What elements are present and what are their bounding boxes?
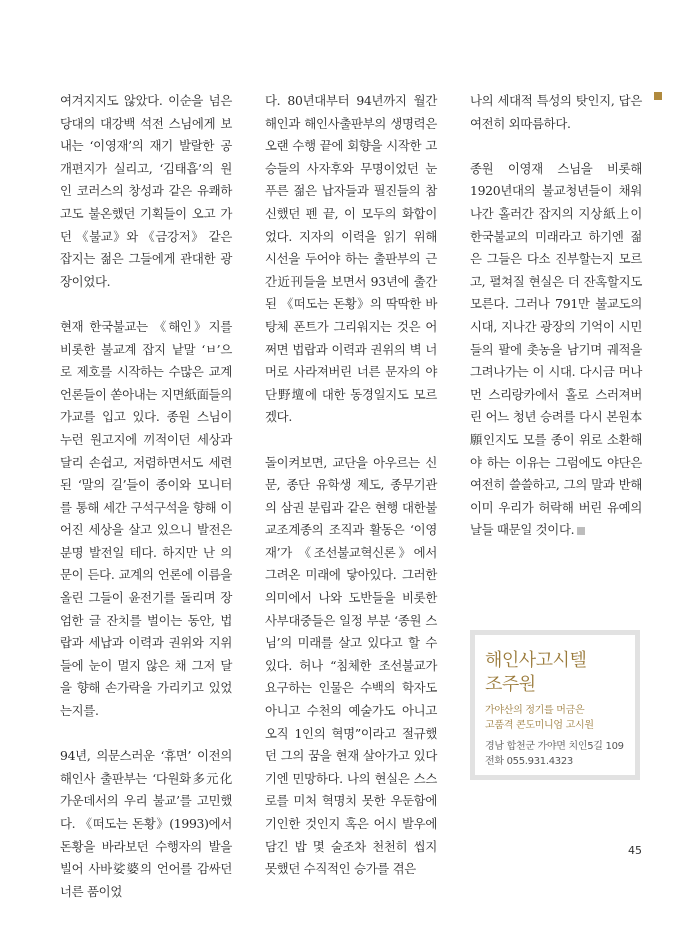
text-column-2 (265, 90, 437, 903)
text-column-1 (60, 90, 232, 926)
paragraph: 나의 세대적 특성의 탓인지, 답은 여전히 외따름하다. (470, 93, 642, 131)
paragraph-text: 종원 이영재 스님을 비롯해 1920년대의 불교청년들이 채워나간 홀러간 잡지의 지상紙上이 한국불교의 미래라고 하기엔 젊은 그들은 다소 진부할는지 모르고, 펼쳐질 현실은 더 잔혹할지도 모른다. 그러나 791만 불교도의 시대, 지나간 광장의 기억이 시민들의 팔에 촛농을 남기며 궤적을 그려나가는 이 시대. 다시금 머나먼 스리랑카에서 홀로 스러져버린 어느 청년 승려를 다시 본원本願인지도 모를 종이 위로 소환해야 하는 이유는 그럼에도 야단은 여전히 쓸쓸하고, 그의 말과 반해 이미 우리가 허락해 버린 유예의 날들 때문일 것이다. (470, 160, 642, 538)
ad-title: 해인사고시텔 조주원 (485, 650, 587, 695)
paragraph: 다. 80년대부터 94년까지 월간해인과 해인사출판부의 생명력은 오랜 수행 끝에 회향을 시작한 고승들의 사자후와 무명이었던 눈 푸른 젊은 납자들과 필진들의 참신했던 펜 끝, 이 모두의 화합이었다. 지자의 이력을 읽기 위해 시선을 두어야 하는 출판부의 근간近刊들을 보면서 93년에 출간된 《떠도는 돈황》의 딱딱한 바탕체 폰트가 그리워지는 것은 어쩌면 법랍과 이력과 권위의 벽 너머로 사라져버린 너른 문자의 야단野壇에 대한 동경일지도 모르겠다. (265, 93, 437, 425)
ad-contact: 경남 합천군 가야면 치인5길 109 전화 055.931.4323 (485, 741, 624, 767)
text-column-3 (470, 90, 642, 564)
page-number: 45 (628, 844, 642, 857)
section-marker (654, 92, 662, 100)
paragraph: 현재 한국불교는 《해인》지를 비롯한 불교계 잡지 낱말 ‘ㅂ’으로 제호를 시작하는 수많은 교계 언론들이 쏟아내는 지면紙面들의 가교를 입고 있다. 종원 스님이 누런 원고지에 끼적이던 세상과 달리 손쉽고, 저렴하면서도 세련된 ‘말의 길’들이 종이와 모니터를 통해 세간 구석구석을 향해 이어진 세상을 살고 있으니 발전은 분명 발전일 테다. 하지만 난 의문이 든다. 교계의 언론에 이름을 올린 그들이 윤전기를 돌리며 장엄한 글 잔치를 벌이는 동안, 법랍과 세납과 이력과 권위와 지위들에 눈이 멀지 않은 채 그저 달을 향해 손가락을 가리키고 있었는지를. (60, 318, 232, 719)
end-of-article-icon (577, 527, 585, 535)
advertisement-box (470, 630, 640, 780)
paragraph: 여겨지지도 않았다. 이순을 넘은 당대의 대강백 석전 스님에게 보내는 ‘이영재’의 재기 발랄한 공개편지가 실리고, ‘김태흡’의 원인 코러스의 창성과 같은 유쾌하고도 불온했던 기획들이 오고 가던 《불교》와 《금강저》 같은 잡지는 젊은 그들에게 관대한 광장이었다. (60, 93, 232, 289)
ad-subtitle: 가야산의 정기를 머금은 고품격 콘도미니엄 고시원 (485, 705, 594, 731)
paragraph: 돌이켜보면, 교단을 아우르는 신문, 종단 유학생 제도, 종무기관의 삼권 분립과 같은 현행 대한불교조계종의 조직과 활동은 ‘이영재’가 《조선불교혁신론》에서 그려온 미래에 닿아있다. 그러한 의미에서 나와 도반들을 비롯한 사부대중들은 일정 부분 ‘종원 스님’의 미래를 살고 있다고 할 수 있다. 허나 “침체한 조선불교가 요구하는 인물은 수백의 학자도 아니고 수천의 예술가도 아니고 오직 1인의 혁명”이라고 절규했던 그의 꿈을 현재 살아가고 있다기엔 민망하다. 나의 현실은 스스로를 미처 혁명치 못한 우둔함에 기인한 것인지 혹은 어시 발우에 담긴 밥 몇 술조차 천천히 씹지 못했던 수직적인 승가를 겪은 (265, 454, 437, 877)
paragraph-final (470, 158, 642, 542)
paragraph: 94년, 의문스러운 ‘휴면’ 이전의 해인사 출판부는 ‘다원화多元化 가운데서의 우리 불교’를 고민했다. 《떠도는 돈황》(1993)에서 돈황을 바라보던 수행자의 발을 빌어 사바娑婆의 언어를 감싸던 너른 품이었 (60, 748, 232, 899)
